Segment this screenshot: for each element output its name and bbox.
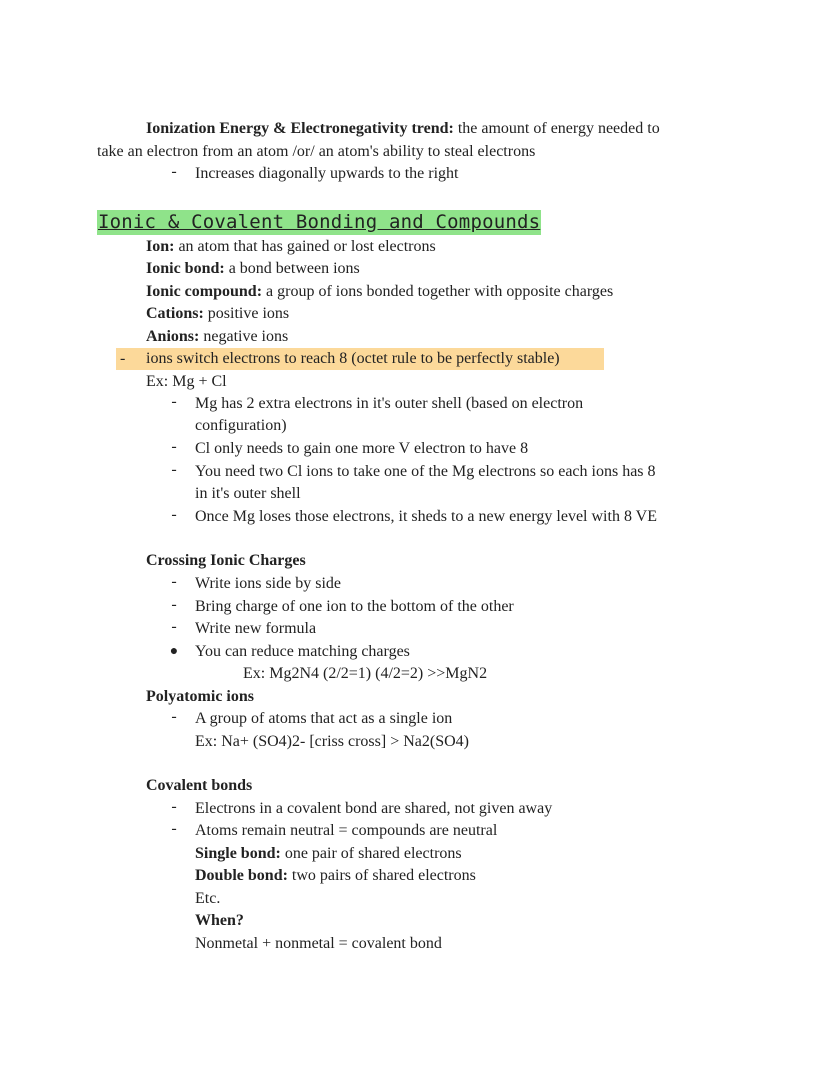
crossing-item: Write ions side by side bbox=[195, 575, 341, 592]
ie-text-1: the amount of energy needed to bbox=[453, 120, 660, 137]
section-heading: Ionic & Covalent Bonding and Compounds bbox=[98, 211, 541, 233]
double-bond-label: Double bond: bbox=[195, 867, 288, 884]
double-bond bbox=[195, 865, 476, 887]
example-item: You need two Cl ions to take one of the Mg electrons so each ions has 8 bbox=[195, 463, 656, 480]
def-label: Cations: bbox=[146, 305, 204, 322]
double-bond-text: two pairs of shared electrons bbox=[287, 867, 476, 884]
dash-marker: - bbox=[171, 708, 177, 725]
def-ionic-bond bbox=[146, 258, 360, 280]
def-text: negative ions bbox=[199, 328, 289, 345]
etc-text: Etc. bbox=[195, 890, 221, 907]
covalent-item: Electrons in a covalent bond are shared, not given away bbox=[195, 800, 553, 817]
dash-marker: - bbox=[171, 461, 177, 478]
bullet-icon: ● bbox=[169, 644, 179, 659]
def-text: positive ions bbox=[203, 305, 290, 322]
poly-title-text: Polyatomic ions bbox=[146, 688, 254, 705]
covalent-title bbox=[146, 775, 252, 797]
when-text: When? bbox=[195, 912, 244, 929]
dash-marker: - bbox=[171, 618, 177, 635]
def-label: Ionic compound: bbox=[146, 283, 263, 300]
example-item: Mg has 2 extra electrons in it's outer shell (based on electron bbox=[195, 395, 584, 412]
def-label: Ionic bond: bbox=[146, 260, 225, 277]
covalent-item: Atoms remain neutral = compounds are neutral bbox=[195, 822, 498, 839]
def-text: a group of ions bonded together with opposite charges bbox=[262, 283, 614, 300]
poly-example: Ex: Na+ (SO4)2- [criss cross] > Na2(SO4) bbox=[195, 733, 469, 750]
single-bond-label: Single bond: bbox=[195, 845, 281, 862]
example-item: Once Mg loses those electrons, it sheds to a new energy level with 8 VE bbox=[195, 508, 657, 525]
covalent-rule: Nonmetal + nonmetal = covalent bond bbox=[195, 935, 442, 952]
single-bond-text: one pair of shared electrons bbox=[280, 845, 462, 862]
crossing-bullet: You can reduce matching charges bbox=[195, 643, 410, 660]
poly-title bbox=[146, 686, 254, 708]
def-label: Anions: bbox=[146, 328, 200, 345]
example-title: Ex: Mg + Cl bbox=[146, 373, 227, 390]
dash-marker: - bbox=[171, 596, 177, 613]
dash-marker: - bbox=[171, 163, 177, 180]
def-anions bbox=[146, 326, 288, 348]
ie-paragraph-line-1 bbox=[146, 118, 660, 140]
example-item-cont: configuration) bbox=[195, 417, 287, 434]
crossing-title-text: Crossing Ionic Charges bbox=[146, 552, 306, 569]
crossing-example: Ex: Mg2N4 (2/2=1) (4/2=2) >>MgN2 bbox=[243, 665, 488, 682]
covalent-title-text: Covalent bonds bbox=[146, 777, 253, 794]
single-bond bbox=[195, 843, 462, 865]
dash-marker: - bbox=[171, 438, 177, 455]
crossing-title bbox=[146, 550, 306, 572]
poly-item: A group of atoms that act as a single ion bbox=[195, 710, 453, 727]
def-ionic-compound bbox=[146, 281, 613, 303]
example-item-cont: in it's outer shell bbox=[195, 485, 301, 502]
dash-marker: - bbox=[171, 506, 177, 523]
when-label bbox=[195, 910, 244, 932]
ie-paragraph-line-2: take an electron from an atom /or/ an atom's ability to steal electrons bbox=[97, 143, 536, 160]
octet-highlight bbox=[116, 348, 604, 370]
dash-marker: - bbox=[171, 820, 177, 837]
def-label: Ion: bbox=[146, 238, 175, 255]
dash-marker: - bbox=[171, 573, 177, 590]
example-item: Cl only needs to gain one more V electron to have 8 bbox=[195, 440, 529, 457]
ie-bullet: Increases diagonally upwards to the right bbox=[195, 165, 459, 182]
def-text: an atom that has gained or lost electrons bbox=[174, 238, 436, 255]
dash-marker: - bbox=[171, 798, 177, 815]
ie-label: Ionization Energy & Electronegativity trend: bbox=[146, 120, 454, 137]
def-ion bbox=[146, 236, 436, 258]
def-text: a bond between ions bbox=[224, 260, 360, 277]
crossing-item: Write new formula bbox=[195, 620, 317, 637]
octet-rule-text: ions switch electrons to reach 8 (octet rule to be perfectly stable) bbox=[146, 350, 560, 367]
dash-marker: - bbox=[120, 350, 126, 367]
crossing-item: Bring charge of one ion to the bottom of the other bbox=[195, 598, 514, 615]
def-cations bbox=[146, 303, 289, 325]
dash-marker: - bbox=[171, 393, 177, 410]
